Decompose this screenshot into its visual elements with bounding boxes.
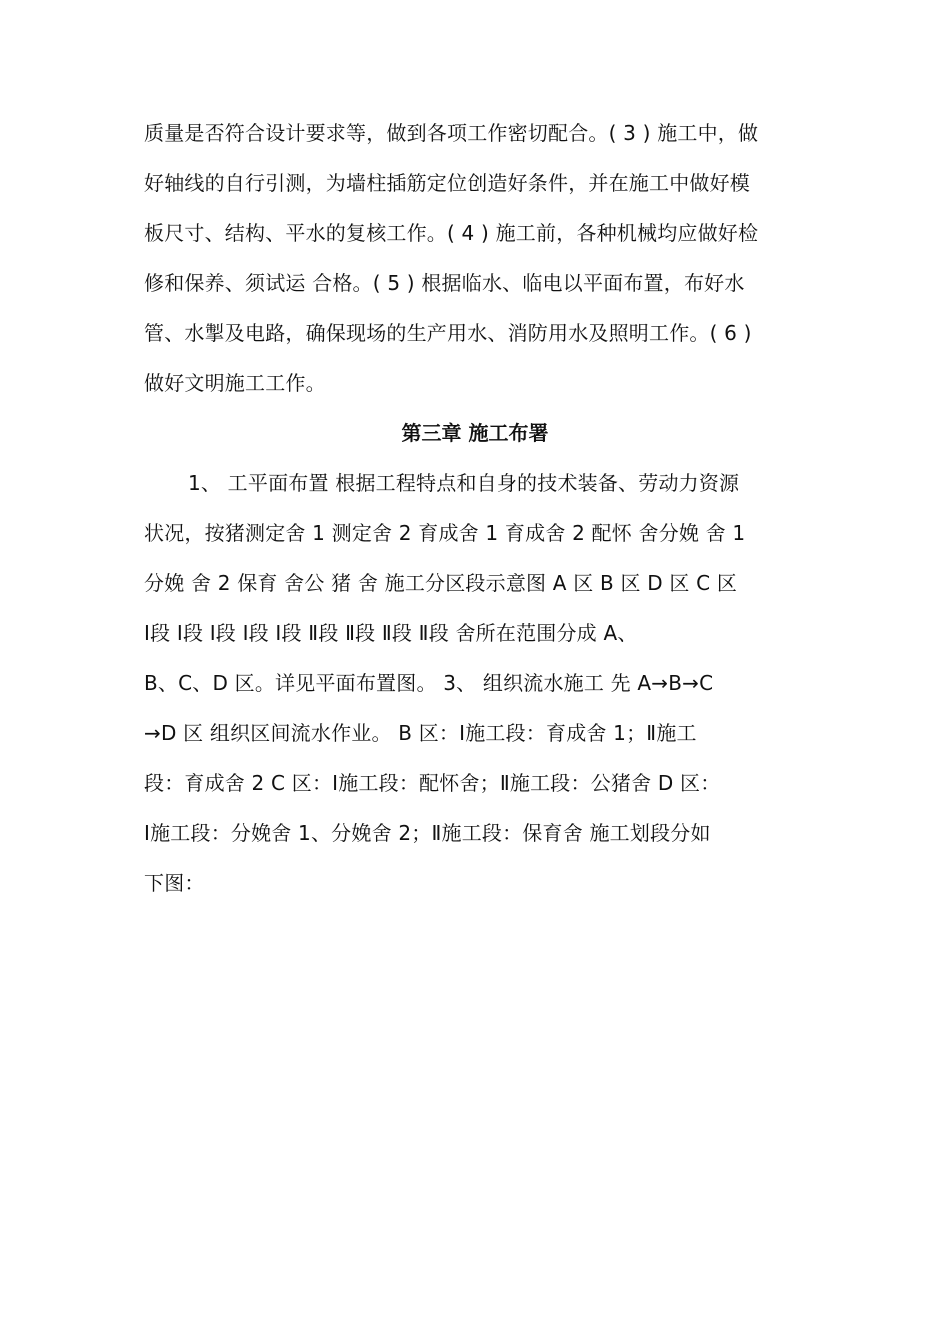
text-line: 下图： [144,871,205,895]
text-line: 板尺寸、结构、平水的复核工作。( 4 ) 施工前，各种机械均应做好检 [144,221,759,245]
text-line: 做好文明施工工作。 [144,371,326,395]
text-line: →D 区 组织区间流水作业。 B 区：Ⅰ施工段：育成舍 1；Ⅱ施工 [144,721,697,745]
text-line: 分娩 舍 2 保育 舍公 猪 舍 施工分区段示意图 A 区 B 区 D 区 C 区 [144,571,738,595]
text-line: Ⅰ施工段：分娩舍 1、分娩舍 2；Ⅱ施工段：保育舍 施工划段分如 [144,821,711,845]
paragraph-layout [144,458,816,908]
text-line: 1、 工平面布置 根据工程特点和自身的技术装备、劳动力资源 [188,471,740,495]
text-line: B、C、D 区。详见平面布置图。 3、 组织流水施工 先 A→B→C [144,671,714,695]
text-line: 质量是否符合设计要求等，做到各项工作密切配合。( 3 ) 施工中，做 [144,121,759,145]
text-line: Ⅰ段 Ⅰ段 Ⅰ段 Ⅰ段 Ⅰ段 Ⅱ段 Ⅱ段 Ⅱ段 Ⅱ段 舍所在范围分成 A、 [144,621,638,645]
text-line: 管、水掣及电路，确保现场的生产用水、消防用水及照明工作。( 6 ) [144,321,752,345]
text-line: 状况，按猪测定舍 1 测定舍 2 育成舍 1 育成舍 2 配怀 舍分娩 舍 1 [144,521,746,545]
paragraph-preparation [144,108,816,408]
text-line: 修和保养、须试运 合格。( 5 ) 根据临水、临电以平面布置，布好水 [144,271,745,295]
text-line: 段：育成舍 2 C 区：Ⅰ施工段：配怀舍；Ⅱ施工段：公猪舍 D 区： [144,771,721,795]
chapter-heading: 第三章 施工布署 [401,421,549,445]
text-line: 好轴线的自行引测，为墙柱插筋定位创造好条件，并在施工中做好模 [144,171,750,195]
